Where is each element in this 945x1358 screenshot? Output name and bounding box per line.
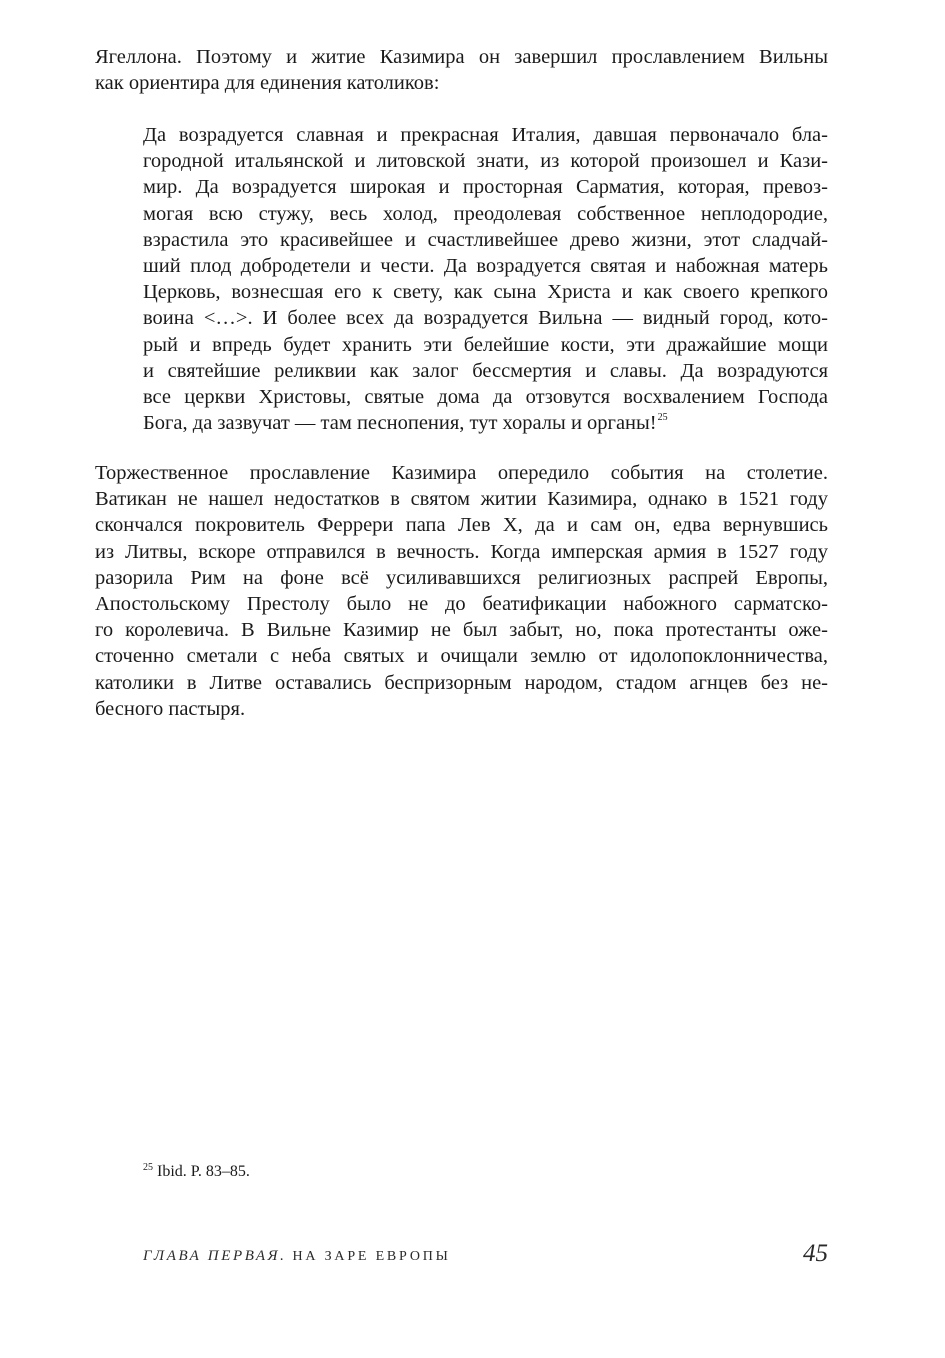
- text-line: го королевича. В Вильне Казимир не был забыт, но, пока протестанты оже-: [95, 619, 828, 642]
- text-line: разорила Рим на фоне всё усиливавшихся религиозных распрей Европы,: [95, 566, 828, 589]
- text-line: Апостольскому Престолу было не до беатификации набожного сарматско-: [95, 593, 828, 616]
- quote-line: воина <…>. И более всех да возрадуется Вильна — видный город, кото-: [143, 307, 828, 330]
- footnote-text: Ibid. P. 83–85.: [157, 1163, 250, 1180]
- quote-line: ший плод добродетели и чести. Да возрадуется святая и набожная матерь: [143, 255, 828, 278]
- footnote-reference[interactable]: 25: [657, 412, 668, 424]
- quote-line: Церковь, вознесшая его к свету, как сына Христа и как своего крепкого: [143, 281, 828, 304]
- page-number: 45: [803, 1240, 828, 1267]
- main-paragraph: [95, 460, 828, 722]
- text-line: сточенно сметали с неба святых и очищали землю от идолопоклонничества,: [95, 645, 828, 668]
- text-line: Торжественное прославление Казимира опередило события на столетие.: [95, 462, 828, 484]
- running-head-title: НА ЗАРЕ ЕВРОПЫ: [292, 1249, 451, 1264]
- quote-line: городной итальянской и литовской знати, из которой произошел и Кази-: [143, 150, 828, 173]
- block-quote: [143, 122, 828, 436]
- intro-paragraph: [95, 44, 828, 96]
- text-line: Ватикан не нашел недостатков в святом житии Казимира, однако в 1521 году: [95, 488, 828, 511]
- quote-line: Бога, да зазвучат — там песнопения, тут хоралы и органы!: [143, 412, 657, 435]
- quote-line: мир. Да возрадуется широкая и просторная Сарматия, которая, превоз-: [143, 176, 828, 199]
- text-line: как ориентира для единения католиков:: [95, 72, 440, 95]
- quote-line: все церкви Христовы, святые дома да отзовутся восхвалением Господа: [143, 386, 828, 409]
- running-head: [143, 1248, 451, 1265]
- running-head-chapter: ГЛАВА ПЕРВАЯ.: [143, 1248, 287, 1264]
- text-line: скончался покровитель Феррери папа Лев X, да и сам он, едва вернувшись: [95, 514, 828, 537]
- footnote: [143, 1162, 250, 1182]
- text-line: бесного пастыря.: [95, 697, 246, 720]
- quote-line: взрастила это красивейшее и счастливейшее древо жизни, этот сладчай-: [143, 228, 828, 251]
- quote-line: рый и впредь будет хранить эти белейшие кости, эти дражайшие мощи: [143, 333, 828, 356]
- footnote-number: 25: [143, 1162, 153, 1173]
- quote-line: могая всю стужу, весь холод, преодолевая собственное неплодородие,: [143, 202, 828, 225]
- text-line: католики в Литве оставались беспризорным народом, стадом агнцев без не-: [95, 671, 828, 694]
- quote-line: Да возрадуется славная и прекрасная Италия, давшая первоначало бла-: [143, 124, 828, 146]
- text-line: Ягеллона. Поэтому и житие Казимира он завершил прославлением Вильны: [95, 46, 828, 68]
- text-line: из Литвы, вскоре отправился в вечность. Когда имперская армия в 1527 году: [95, 540, 828, 563]
- quote-line: и святейшие реликвии как залог бессмертия и славы. Да возрадуются: [143, 359, 828, 382]
- quote-last-line: [143, 410, 828, 436]
